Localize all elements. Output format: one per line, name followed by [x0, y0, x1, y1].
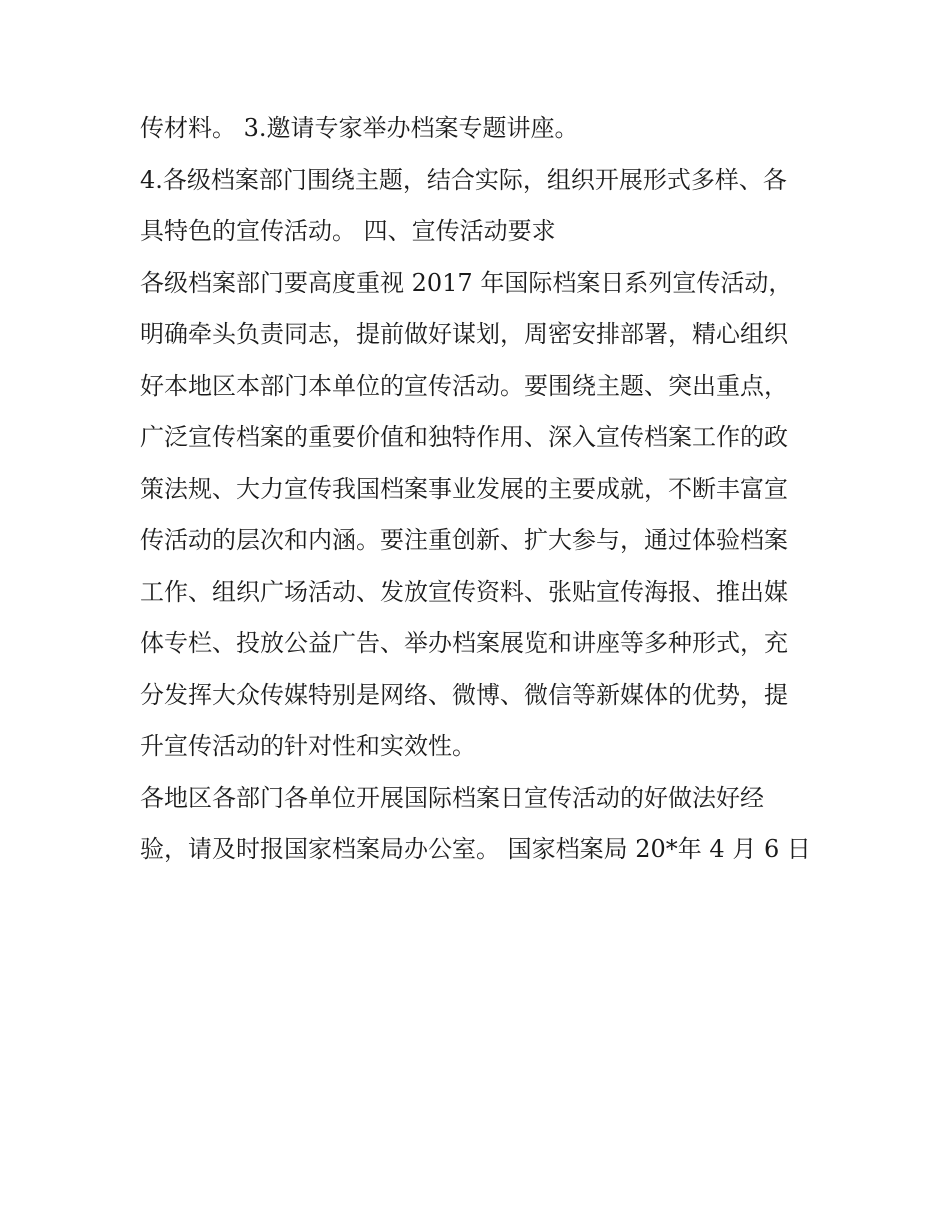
text-line-1: 传材料。 3.邀请专家举办档案专题讲座。	[140, 114, 579, 142]
text-line-5: 明确牵头负责同志，提前做好谋划，周密安排部署，精心组织	[140, 320, 788, 348]
text-line-12: 分发挥大众传媒特别是网络、微博、微信等新媒体的优势，提	[140, 680, 788, 709]
text-line-6: 好本地区本部门本单位的宣传活动。要围绕主题、突出重点，	[140, 371, 788, 400]
text-line-11: 体专栏、投放公益广告、举办档案展览和讲座等多种形式，充	[140, 629, 788, 657]
text-line-4: 各级档案部门要高度重视 2017 年国际档案日系列宣传活动，	[140, 268, 793, 297]
text-line-2: 4.各级档案部门围绕主题，结合实际，组织开展形式多样、各	[140, 165, 787, 194]
text-line-10: 工作、组织广场活动、发放宣传资料、张贴宣传海报、推出媒	[140, 577, 788, 606]
text-line-7: 广泛宣传档案的重要价值和独特作用、深入宣传档案工作的政	[140, 423, 788, 451]
text-line-13: 升宣传活动的针对性和实效性。	[140, 732, 476, 760]
text-line-15: 验，请及时报国家档案局办公室。 国家档案局 20*年 4 月 6 日	[140, 835, 811, 863]
text-line-9: 传活动的层次和内涵。要注重创新、扩大参与，通过体验档案	[140, 526, 788, 554]
document-body	[140, 103, 820, 876]
text-line-3: 具特色的宣传活动。 四、宣传活动要求	[140, 217, 556, 245]
text-line-8: 策法规、大力宣传我国档案事业发展的主要成就，不断丰富宣	[140, 474, 788, 503]
text-line-14: 各地区各部门各单位开展国际档案日宣传活动的好做法好经	[140, 783, 764, 812]
